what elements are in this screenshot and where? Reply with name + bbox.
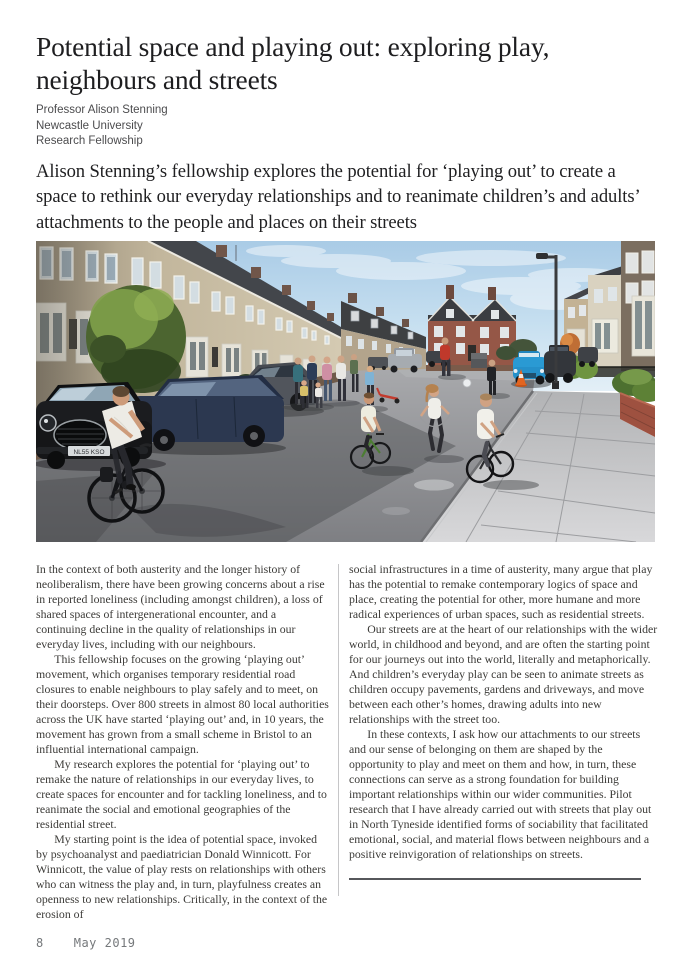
paragraph: My research explores the potential for ‘playing out’ to remake the nature of relationships in our everyday lives, to create spaces for encounter and for tackling loneliness, and to reanimate the social and emotional geographies of the residential street. [36,756,327,831]
standfirst: Alison Stenning’s fellowship explores the potential for ‘playing out’ to create a space to rethink our everyday relationships and to reanimate children’s and adults’ attachments to the people and places on their streets [36,160,640,234]
byline-role: Research Fellowship [36,135,143,147]
white-ball [463,379,471,387]
byline-author: Professor Alison Stenning [36,104,168,116]
paragraph: This fellowship focuses on the growing ‘playing out’ movement, which organises temporary residential road closures to enable neighbours to play safely and to meet, on their doorsteps. Over 800 streets in almost 80 local authorities across the UK have started ‘playing out’ and, in 10 years, the movement has grown from a small scheme in Bristol to an influential international campaign. [36,651,329,756]
page-footer [36,936,136,950]
page-title: Potential space and playing out: exploring play, neighbours and streets [36,31,550,95]
article-body [36,562,659,922]
footer-page-number: 8 [36,936,44,950]
end-rule [349,878,641,880]
paragraph: social infrastructures in a time of austerity, many argue that play has the potential to remake contemporary logics of space and place, creating the potential for other, more humane and more radical experiences of urban spaces, such as residential streets. [349,561,653,621]
column-divider [338,564,339,896]
paragraph: My starting point is the idea of potential space, invoked by psychoanalyst and paediatrician Donald Winnicott. For Winnicott, the value of play rests on relationships with others who can witness the play and, in turn, playfulness creates an openness to new relationships. Critically, in the context of the erosion of [36,831,328,921]
byline-institution: Newcastle University [36,119,143,132]
column-right [349,562,659,922]
paragraph: In the context of both austerity and the longer history of neoliberalism, there have been growing concerns about a rise in reported loneliness (including amongst children), a loss of shared spaces of intergenerational encounter, and a continuing decline in the quality of relationships in our everyday lives, including with our neighbours. [36,561,325,651]
street-photo [36,241,655,542]
column-left [36,562,329,922]
license-plate: NL55 KSO [73,448,105,456]
footer-date: May 2019 [73,936,136,950]
byline [36,103,659,150]
street-photo-illustration [36,241,655,542]
paragraph: Our streets are at the heart of our relationships with the wider world, in childhood and beyond, and are often the starting point for our journeys out into the world, literally and metaphorically. And children’s everyday play can be seen to animate streets as children occupy pavements, gardens and driveways, and move between each other’s homes, drawing adults into new relationships with the street too. [349,621,658,726]
paragraph: In these contexts, I ask how our attachments to our streets and our sense of belonging on them are shaped by the opportunity to play and meet on them and how, in turn, these connections can serve as a strong foundation for building important relationships within our wider communities. Pilot research that I have already carried out with streets that play out in North Tyneside identified forms of sociability that facilitated emotional, social, and material flows between neighbours and a positive reinvigoration of relationships on streets. [349,726,652,861]
